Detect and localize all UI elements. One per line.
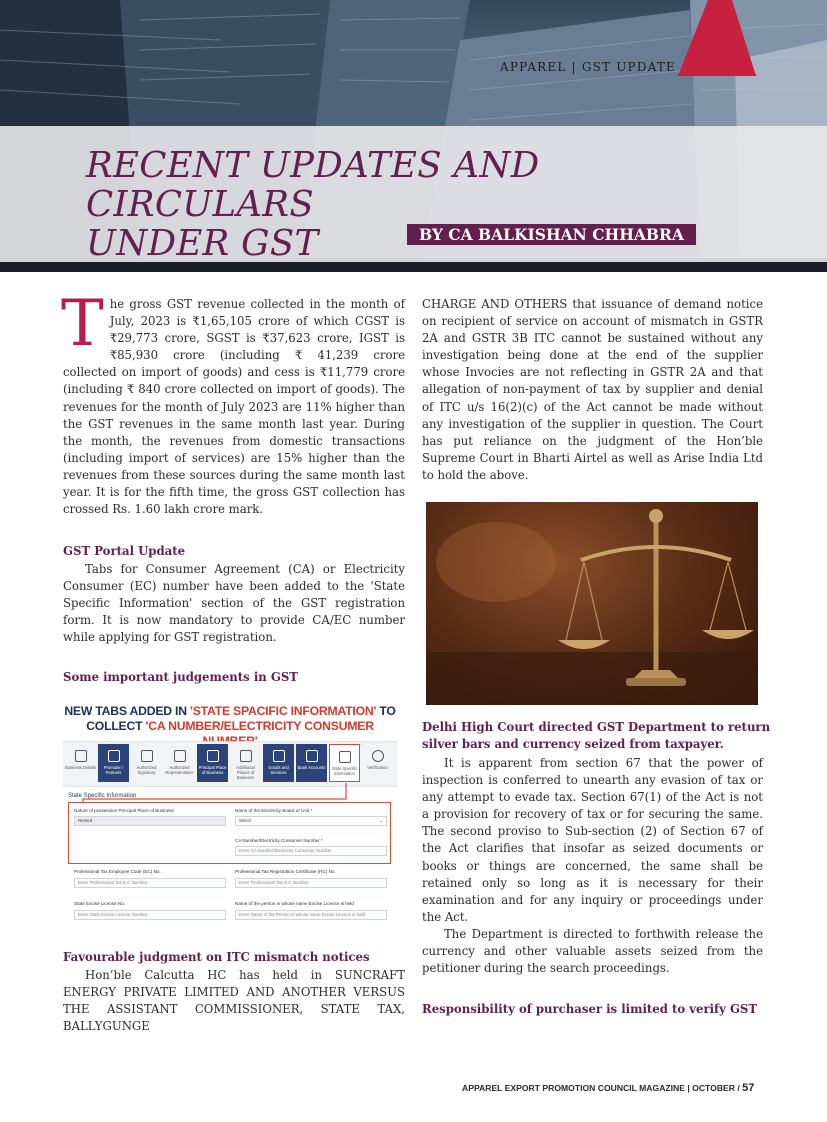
screenshot-heading-1-prefix: NEW TABS ADDED IN (64, 704, 191, 718)
excise-person-label: Name of the person in whose name Excise Licence is held (235, 901, 354, 906)
ptec-label: Professional Tax Employee Code (EC) No. (74, 869, 161, 874)
itc-mismatch-paragraph: Hon’ble Calcutta HC has held in SUNCRAFT ENERGY PRIVATE LIMITED AND ANOTHER VERSUS THE ASSISTANT COMMISSIONER, STATE TAX, BALLYGUNGE (63, 968, 405, 1034)
screenshot-heading-2-prefix: COLLECT (86, 719, 146, 733)
section-tag: APPAREL | GST UPDATE (500, 60, 677, 74)
portal-update-paragraph: Tabs for Consumer Agreement (CA) or Electricity Consumer (EC) number have been added to the 'State Specific Information' section of the GST registration form. It is now mandatory to provide CA/EC number while applying for GST registration. (63, 562, 405, 645)
tab-label: Bank Accounts (297, 765, 326, 770)
page-title (86, 146, 776, 263)
balance-scale-icon (426, 502, 758, 705)
nature-field[interactable]: Rented (74, 816, 226, 826)
ca-number-input[interactable]: Enter CA Number/Electricity Consumer Number (235, 846, 387, 856)
excise-input[interactable]: Enter State Excise License Number (74, 910, 226, 920)
author-byline: BY CA BALKISHAN CHHABRA (407, 224, 696, 245)
intro-section (61, 287, 405, 518)
excise-person-input[interactable]: Enter Name of the Person in whose name Excise Licence is held (235, 910, 387, 920)
itc-mismatch-section (63, 967, 405, 1035)
magazine-name: APPAREL EXPORT PROMOTION COUNCIL MAGAZINE | OCTOBER (462, 1083, 735, 1093)
tab-label: Promoter / Partners (103, 765, 124, 775)
form-title: State Specific Information (68, 793, 137, 799)
excise-label: State Excise License No. (74, 901, 126, 906)
delhi-hc-heading-line-2: silver bars and currency seized from taxpayer. (422, 737, 724, 751)
screenshot-heading-2-highlight: 'CA NUMBER/ELECTRICITY CONSUMER (145, 719, 374, 733)
delhi-hc-heading-line-1: Delhi High Court directed GST Department to return (422, 720, 771, 734)
tab-label: Principal Place of Business (198, 765, 227, 775)
itc-continued-section (422, 296, 763, 484)
drop-cap: T (61, 287, 104, 361)
ca-number-label: CA Number/Electricity Consumer Number * (235, 838, 323, 843)
tab-label: Business Details (65, 765, 96, 770)
screenshot-heading-1-highlight: 'STATE SPACIFIC INFORMATION' (190, 704, 377, 718)
electricity-board-value: Select (239, 818, 252, 823)
tab-label: Verification (367, 765, 388, 770)
itc-mismatch-heading: Favourable judgment on ITC mismatch notices (63, 950, 370, 964)
electricity-board-label: Name of the Electricity Board or Unit * (235, 808, 313, 813)
portal-update-section (63, 561, 405, 646)
page-footer (462, 1082, 754, 1094)
brand-logo-icon (678, 0, 756, 76)
intro-paragraph: he gross GST revenue collected in the month of July, 2023 is ₹1,65,105 crore of which CGST is ₹29,773 crore, SGST is ₹37,623 crore, IGST is ₹85,930 crore (including ₹ 41,239 crore collected on import of goods) and cess is ₹11,779 crore (including ₹ 840 crore collected on import of goods). The revenues for the month of July 2023 are 11% higher than the GST revenues in the same month last year. During the month, the revenues from domestic transactions (including import of services) are 15% higher than the revenues from these sources during the same month last year. It is for the fifth time, the gross GST collection has crossed Rs. 1.60 lakh crore mark. (63, 297, 405, 517)
purchaser-heading: Responsibility of purchaser is limited to verify GST (422, 1002, 758, 1016)
tab-label: Authorized Representative (165, 765, 194, 775)
tab-label: Goods and Services (268, 765, 289, 775)
ptec-input[interactable]: Enter Professional Tax E.C Number (74, 878, 226, 888)
itc-continued-paragraph: CHARGE AND OTHERS that issuance of demand notice on recipient of service on account of mismatch in GSTR 2A and GSTR 3B ITC cannot be sustained without any investigation being done at the end of the supplier whose Invocies are not reflecting in GSTR 2A and that allegation of non-payment of tax by supplier and denial of ITC u/s 16(2)(c) of the Act cannot be made without any investigation of the supplier in question. The Court has put reliance on the judgment of the Hon’ble Supreme Court in Bharti Airtel as well as Arise India Ltd to hold the above. (422, 297, 763, 482)
portal-update-heading: GST Portal Update (63, 544, 186, 558)
nature-label: Nature of possession Principal Place of Business (74, 808, 174, 813)
delhi-hc-paragraph-1: It is apparent from section 67 that the power of inspection is conferred to unearth any evasion of tax or any attempt to evade tax. Section 67(1) of the Act is not a provision for recovery of tax or for securing the same. The second proviso to Sub-section (2) of Section 67 of the Act clarifies that insofar as seized documents or books or things are concerned, the same shall be retained only so long as it is necessary for their examination and for any inquiry or proceedings under the Act. (422, 756, 763, 924)
tab-label: Additional Places of Business (236, 765, 255, 780)
chevron-down-icon: ⌄ (379, 818, 383, 823)
tab-label: Authorized Signatory (136, 765, 157, 775)
title-line-2: UNDER GST (86, 223, 319, 264)
ptrc-input[interactable]: Enter Professional Tax R.C Number (235, 878, 387, 888)
screenshot-heading-1-suffix: TO (376, 704, 396, 718)
judgements-heading: Some important judgements in GST (63, 670, 298, 684)
title-line-1: RECENT UPDATES AND CIRCULARS (86, 145, 540, 225)
delhi-hc-section (422, 755, 763, 977)
justice-scale-photo (426, 502, 758, 705)
delhi-hc-paragraph-2: The Department is directed to forthwith release the currency and other valuable assets seized from the petitioner during the search proceedings. (422, 926, 763, 976)
gst-portal-screenshot (63, 697, 397, 933)
electricity-board-select[interactable] (235, 816, 387, 826)
ptrc-label: Professional Tax Registration Certificate (RC) No. (235, 869, 336, 874)
footer-separator: / (734, 1083, 743, 1093)
tab-label: State Specific Information (331, 766, 358, 776)
page-number: 57 (742, 1082, 755, 1094)
